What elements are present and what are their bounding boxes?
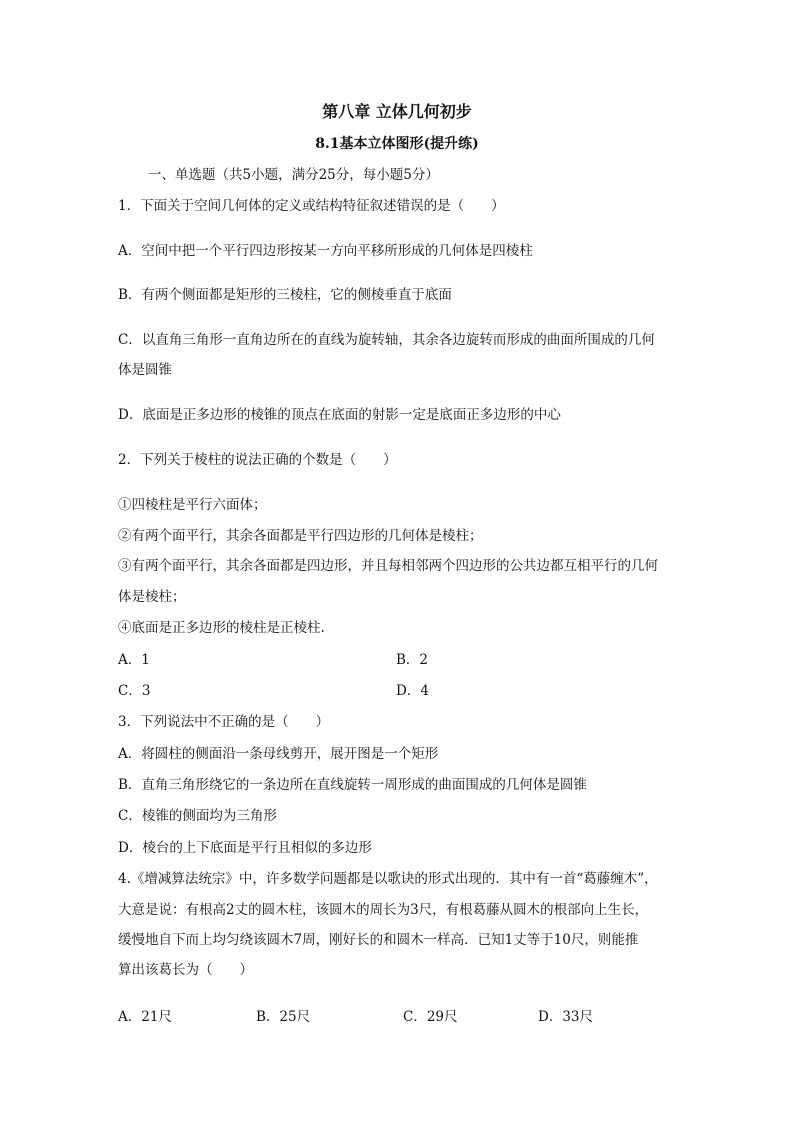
q2-option-c: C．3	[118, 683, 151, 699]
q2-option-a: A．1	[118, 652, 150, 668]
q2-stem: 2．下列关于棱柱的说法正确的个数是（ ）	[118, 452, 397, 468]
q4-option-a: A．21尺	[118, 1009, 172, 1025]
q2-option-b: B．2	[396, 652, 429, 668]
q4-stem-line4: 算出该葛长为（ ）	[118, 962, 253, 978]
q3-stem: 3．下列说法中不正确的是（ ）	[118, 714, 330, 730]
q4-option-b: B．25尺	[256, 1009, 311, 1025]
q4-option-d: D．33尺	[538, 1009, 594, 1025]
chapter-title: 第八章 立体几何初步	[322, 102, 472, 121]
q4-option-c: C．29尺	[403, 1009, 458, 1025]
q1-stem: 1．下面关于空间几何体的定义或结构特征叙述错误的是（ ）	[118, 198, 505, 214]
q2-statement-1: ①四棱柱是平行六面体；	[118, 497, 267, 513]
q4-stem-line1: 4.《增减算法统宗》中，许多数学问题都是以歌诀的形式出现的．其中有一首“葛藤缠木”，	[118, 871, 658, 887]
q1-option-c-line2: 体是圆锥	[118, 362, 172, 378]
q2-statement-2: ②有两个面平行，其余各面都是平行四边形的几何体是棱柱；	[118, 528, 483, 544]
q3-option-b: B．直角三角形绕它的一条边所在直线旋转一周形成的曲面围成的几何体是圆锥	[118, 777, 587, 793]
q1-option-d: D．底面是正多边形的棱锥的顶点在底面的射影一定是底面正多边形的中心	[118, 407, 561, 423]
q4-stem-line3: 缓慢地自下而上均匀绕该圆木7周，刚好长的和圆木一样高．已知1丈等于10尺，则能推	[118, 932, 639, 948]
q1-option-b: B．有两个侧面都是矩形的三棱柱，它的侧棱垂直于底面	[118, 287, 452, 303]
q2-option-d: D．4	[396, 683, 429, 699]
q1-option-c-line1: C．以直角三角形一直角边所在的直线为旋转轴，其余各边旋转而形成的曲面所围成的几何	[118, 332, 655, 348]
q2-statement-3-line1: ③有两个面平行，其余各面都是四边形，并且每相邻两个四边形的公共边都互相平行的几何	[118, 558, 658, 574]
q3-option-d: D．棱台的上下底面是平行且相似的多边形	[118, 840, 372, 856]
section-title: 8.1基本立体图形(提升练)	[315, 136, 479, 152]
q1-option-a: A．空间中把一个平行四边形按某一方向平移所形成的几何体是四棱柱	[118, 243, 533, 259]
q4-stem-line2: 大意是说：有根高2丈的圆木柱，该圆木的周长为3尺，有根葛藤从圆木的根部向上生长，	[118, 902, 649, 918]
q2-statement-3-line2: 体是棱柱；	[118, 589, 186, 605]
q3-option-c: C．棱锥的侧面均为三角形	[118, 808, 277, 824]
q2-statement-4: ④底面是正多边形的棱柱是正棱柱.	[118, 620, 325, 636]
part-heading: 一、单选题（共5小题，满分25分，每小题5分）	[148, 167, 439, 183]
q3-option-a: A．将圆柱的侧面沿一条母线剪开，展开图是一个矩形	[118, 746, 439, 762]
